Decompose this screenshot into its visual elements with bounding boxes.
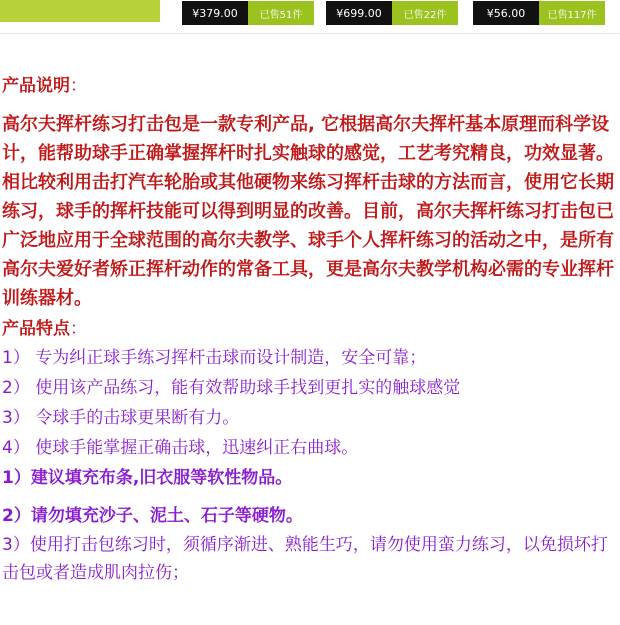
feature-item: 1） 专为纠正球手练习挥杆击球而设计制造，安全可靠；	[2, 348, 427, 368]
product-price: ¥56.00	[473, 1, 539, 25]
product-card-1[interactable]	[182, 1, 314, 25]
product-sold-count: 已售117件	[539, 1, 605, 25]
note-item: 2）请勿填充沙子、泥土、石子等硬物。	[2, 506, 303, 526]
product-price: ¥699.00	[326, 1, 392, 25]
feature-item: 3） 令球手的击球更果断有力。	[2, 408, 240, 428]
feature-item: 2） 使用该产品练习，能有效帮助球手找到更扎实的触球感觉	[2, 378, 461, 398]
description-paragraph: 高尔夫挥杆练习打击包是一款专利产品, 它根据高尔夫挥杆基本原理而科学设计，能帮助球手正确掌握挥杆时扎实触球的感觉，工艺考究精良，功效显著。相比较利用击打汽车轮胎或其他硬物来练习挥杆击球的方法而言，使用它长期练习，球手的挥杆技能可以得到明显的改善。目前，高尔夫挥杆练习打击包已广泛地应用于全球范围的高尔夫教学、球手个人挥杆练习的活动之中，是所有高尔夫爱好者矫正挥杆动作的常备工具，更是高尔夫教学机构必需的专业挥杆训练器材。	[2, 114, 614, 309]
description-heading	[0, 72, 620, 100]
spacer	[0, 493, 620, 501]
product-card-2[interactable]	[326, 1, 458, 25]
product-card-3[interactable]	[473, 1, 605, 25]
related-products-strip	[0, 0, 620, 30]
product-thumbnail[interactable]	[0, 0, 160, 22]
feature-item: 4） 使球手能掌握正确击球，迅速纠正右曲球。	[2, 438, 359, 458]
product-price: ¥379.00	[182, 1, 248, 25]
features-heading	[0, 315, 620, 343]
product-sold-count: 已售51件	[248, 1, 314, 25]
heading-colon: ：	[70, 76, 87, 96]
divider	[0, 33, 620, 34]
features-heading-text: 产品特点	[2, 319, 70, 339]
note-item: 3）使用打击包练习时，须循序渐进、熟能生巧，请勿使用蛮力练习，以免损坏打击包或者造成肌肉拉伤；	[2, 535, 608, 583]
note-item: 1）建议填充布条,旧衣服等软性物品。	[2, 468, 293, 488]
heading-colon: ：	[70, 319, 87, 339]
description-heading-text: 产品说明	[2, 76, 70, 96]
product-detail-content	[0, 72, 620, 587]
product-sold-count: 已售22件	[392, 1, 458, 25]
